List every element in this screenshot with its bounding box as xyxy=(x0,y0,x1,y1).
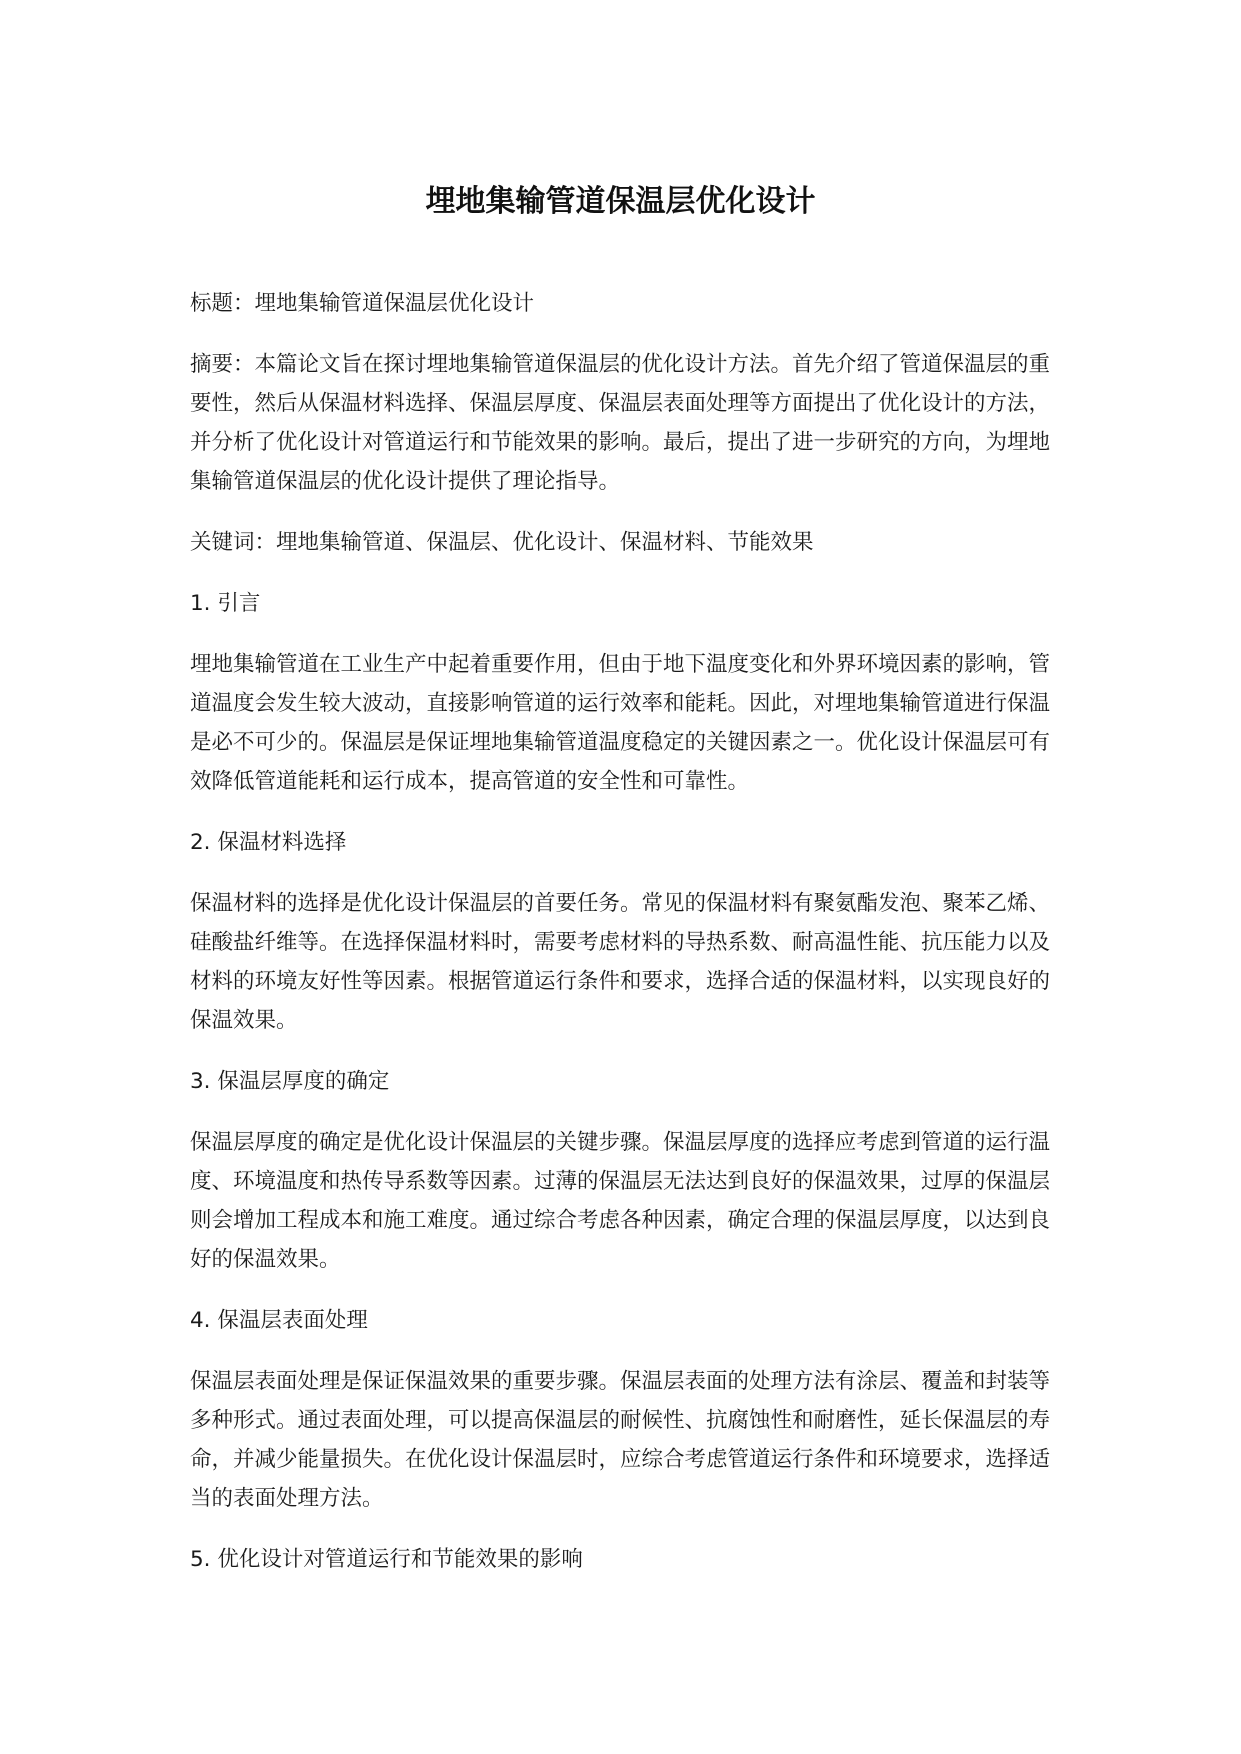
section-body-material-selection: 保温材料的选择是优化设计保温层的首要任务。常见的保温材料有聚氨酯发泡、聚苯乙烯、硅酸盐纤维等。在选择保温材料时，需要考虑材料的导热系数、耐高温性能、抗压能力以及材料的环境友好性等因素。根据管道运行条件和要求，选择合适的保温材料，以实现良好的保温效果。 xyxy=(190,891,1051,1033)
section-heading-impact: 5. 优化设计对管道运行和节能效果的影响 xyxy=(190,1547,583,1572)
subject-line: 标题：埋地集输管道保温层优化设计 xyxy=(190,291,535,316)
abstract-paragraph: 摘要：本篇论文旨在探讨埋地集输管道保温层的优化设计方法。首先介绍了管道保温层的重要性，然后从保温材料选择、保温层厚度、保温层表面处理等方面提出了优化设计的方法，并分析了优化设计对管道运行和节能效果的影响。最后，提出了进一步研究的方向，为埋地集输管道保温层的优化设计提供了理论指导。 xyxy=(190,352,1051,494)
section-heading-surface-treatment: 4. 保温层表面处理 xyxy=(190,1308,368,1333)
keywords-line: 关键词：埋地集输管道、保温层、优化设计、保温材料、节能效果 xyxy=(190,530,814,555)
section-heading-material-selection: 2. 保温材料选择 xyxy=(190,830,347,855)
section-body-introduction: 埋地集输管道在工业生产中起着重要作用，但由于地下温度变化和外界环境因素的影响，管道温度会发生较大波动，直接影响管道的运行效率和能耗。因此，对埋地集输管道进行保温是必不可少的。保温层是保证埋地集输管道温度稳定的关键因素之一。优化设计保温层可有效降低管道能耗和运行成本，提高管道的安全性和可靠性。 xyxy=(190,652,1051,794)
section-body-thickness: 保温层厚度的确定是优化设计保温层的关键步骤。保温层厚度的选择应考虑到管道的运行温度、环境温度和热传导系数等因素。过薄的保温层无法达到良好的保温效果，过厚的保温层则会增加工程成本和施工难度。通过综合考虑各种因素，确定合理的保温层厚度，以达到良好的保温效果。 xyxy=(190,1130,1051,1272)
section-body-surface-treatment: 保温层表面处理是保证保温效果的重要步骤。保温层表面的处理方法有涂层、覆盖和封装等多种形式。通过表面处理，可以提高保温层的耐候性、抗腐蚀性和耐磨性，延长保温层的寿命，并减少能量损失。在优化设计保温层时，应综合考虑管道运行条件和环境要求，选择适当的表面处理方法。 xyxy=(190,1369,1051,1511)
document-body xyxy=(190,284,1050,1601)
section-heading-thickness: 3. 保温层厚度的确定 xyxy=(190,1069,390,1094)
document-title: 埋地集输管道保温层优化设计 xyxy=(425,184,816,219)
section-heading-introduction: 1. 引言 xyxy=(190,591,261,616)
